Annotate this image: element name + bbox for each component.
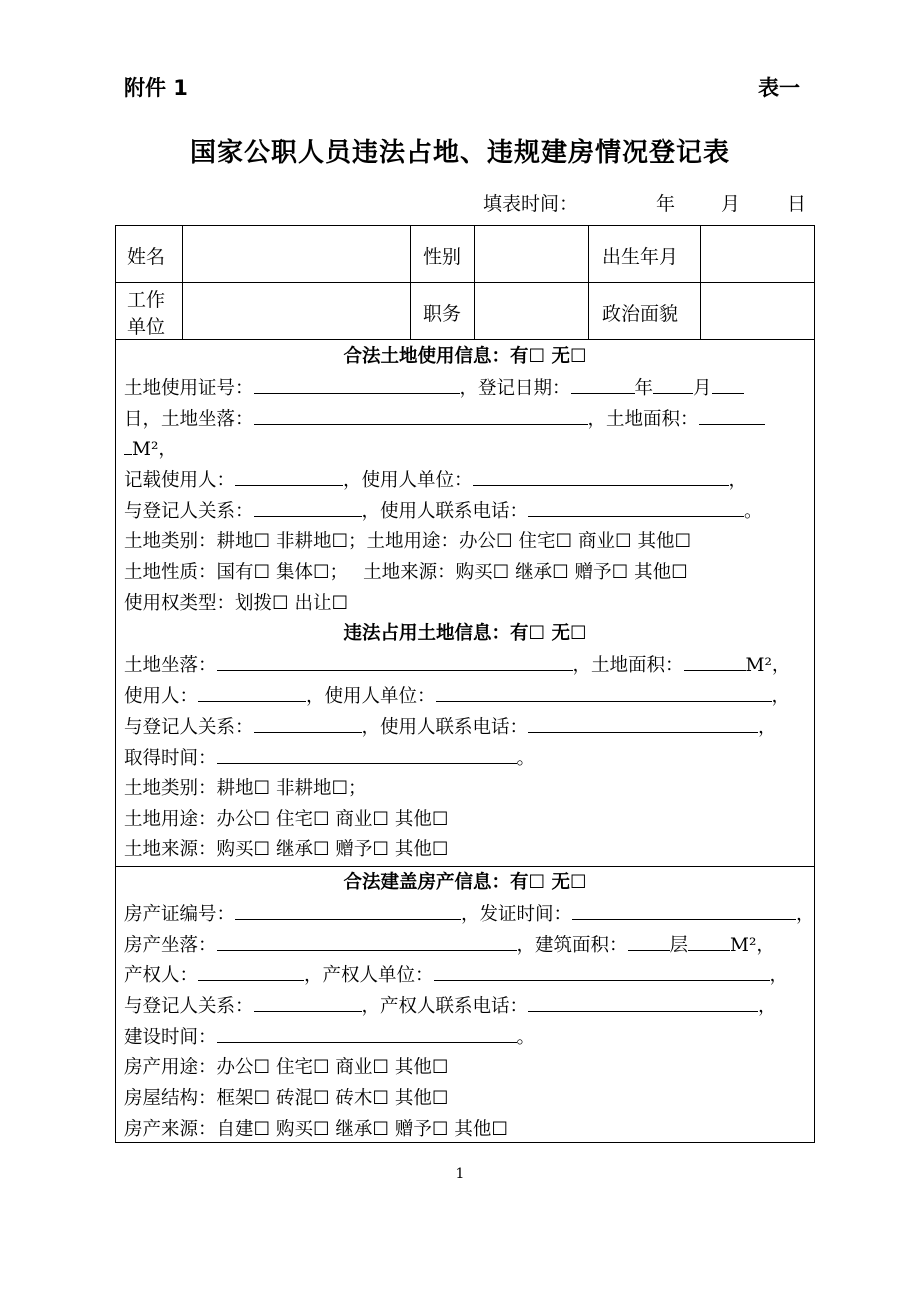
attachment-label: 附件 1 [124, 76, 188, 100]
name-field[interactable] [185, 228, 407, 280]
comma: ， [758, 996, 777, 1017]
register-month-field[interactable] [653, 376, 693, 394]
illegal-land-use-line[interactable]: 土地用途：办公☐ 住宅☐ 商业☐ 其他☐ [124, 809, 449, 830]
issue-time-field[interactable] [572, 902, 796, 920]
position-field[interactable] [477, 285, 585, 337]
fill-time-label: 填表时间： [483, 193, 579, 215]
gender-label: 性别 [423, 246, 462, 268]
land-cert-field[interactable] [254, 376, 460, 394]
illegal-land-line-1 [124, 653, 790, 678]
acquire-time-field[interactable] [217, 746, 517, 764]
row-divider [115, 339, 815, 340]
comma: ， [728, 470, 748, 491]
user-phone-label: ，使用人联系电话： [361, 717, 529, 738]
legal-land-line-2 [124, 407, 765, 432]
area-unit: M²， [730, 935, 775, 956]
area-unit: M²， [132, 439, 177, 460]
work-unit-label-2: 单位 [127, 316, 166, 338]
legal-land-line-3 [124, 437, 177, 462]
user-unit-label: ，使用人单位： [306, 686, 436, 707]
col-divider [474, 225, 475, 339]
floors-field[interactable] [628, 933, 670, 951]
land-cert-label: 土地使用证号： [124, 378, 254, 399]
house-location-field[interactable] [217, 933, 517, 951]
land-area-field[interactable] [684, 653, 746, 671]
user-unit-field[interactable] [436, 684, 772, 702]
relation-field[interactable] [254, 994, 362, 1012]
position-label: 职务 [423, 303, 462, 325]
table-number: 表一 [758, 76, 800, 100]
political-label: 政治面貌 [602, 303, 679, 325]
comma: ， [771, 686, 791, 707]
period: 。 [516, 748, 536, 769]
recorded-user-label: 记载使用人： [124, 470, 236, 491]
illegal-land-line-2 [124, 684, 790, 709]
comma: ， [796, 904, 815, 925]
year-unit: 年 [634, 378, 654, 399]
build-time-label: 建设时间： [124, 1027, 217, 1048]
land-location-field[interactable] [254, 407, 588, 425]
relation-field[interactable] [254, 715, 362, 733]
work-unit-label-1: 工作 [127, 289, 166, 311]
relation-field[interactable] [254, 499, 362, 517]
floor-unit: 层 [669, 935, 689, 956]
build-area-field[interactable] [688, 933, 730, 951]
page-number: 1 [455, 1166, 465, 1182]
row-divider [115, 282, 815, 283]
col-divider [588, 225, 589, 339]
user-label: 使用人： [124, 686, 199, 707]
house-structure-line[interactable]: 房屋结构：框架☐ 砖混☐ 砖木☐ 其他☐ [124, 1088, 449, 1109]
comma: ， [758, 717, 777, 738]
register-day-field[interactable] [712, 376, 744, 394]
land-area-label: ，土地面积： [587, 409, 699, 430]
work-unit-field[interactable] [185, 285, 407, 337]
house-cert-label: 房产证编号： [124, 904, 236, 925]
owner-phone-field[interactable] [528, 994, 758, 1012]
land-location-field[interactable] [217, 653, 573, 671]
col-divider [182, 225, 183, 339]
illegal-land-line-3 [124, 715, 777, 740]
gender-field[interactable] [477, 228, 585, 280]
relation-label: 与登记人关系： [124, 996, 254, 1017]
build-area-label: ，建筑面积： [516, 935, 628, 956]
build-time-field[interactable] [217, 1025, 517, 1043]
fill-month-label: 月 [721, 193, 741, 215]
owner-field[interactable] [198, 963, 304, 981]
illegal-land-line-4 [124, 746, 535, 771]
month-unit: 月 [693, 378, 712, 399]
birth-field[interactable] [703, 228, 811, 280]
user-phone-label: ，使用人联系电话： [361, 501, 529, 522]
owner-phone-label: ，产权人联系电话： [361, 996, 529, 1017]
owner-label: 产权人： [124, 965, 199, 986]
illegal-land-heading: 违法占用土地信息：有☐ 无☐ [343, 623, 587, 644]
area-unit: M²， [745, 655, 791, 676]
col-divider [410, 225, 411, 339]
legal-house-heading: 合法建盖房产信息：有☐ 无☐ [343, 872, 587, 893]
land-location-label: 日，土地坐落： [124, 409, 254, 430]
house-use-line[interactable]: 房产用途：办公☐ 住宅☐ 商业☐ 其他☐ [124, 1057, 449, 1078]
user-field[interactable] [198, 684, 306, 702]
period: 。 [516, 1027, 536, 1048]
owner-unit-field[interactable] [434, 963, 770, 981]
land-category-line[interactable]: 土地类别：耕地☐ 非耕地☐；土地用途：办公☐ 住宅☐ 商业☐ 其他☐ [124, 531, 692, 552]
user-phone-field[interactable] [528, 499, 744, 517]
birth-label: 出生年月 [602, 246, 679, 268]
land-nature-line[interactable]: 土地性质：国有☐ 集体☐； 土地来源：购买☐ 继承☐ 赠予☐ 其他☐ [124, 562, 688, 583]
legal-house-line-3 [124, 963, 788, 988]
user-unit-field[interactable] [473, 468, 729, 486]
user-unit-label: ，使用人单位： [343, 470, 473, 491]
page-title: 国家公职人员违法占地、违规建房情况登记表 [189, 138, 730, 168]
legal-house-line-4 [124, 994, 777, 1019]
issue-time-label: ，发证时间： [461, 904, 573, 925]
house-source-line[interactable]: 房产来源：自建☐ 购买☐ 继承☐ 赠予☐ 其他☐ [124, 1119, 508, 1140]
acquire-time-label: 取得时间： [124, 748, 217, 769]
legal-house-line-2 [124, 933, 775, 958]
house-location-label: 房产坐落： [124, 935, 217, 956]
row-divider [115, 866, 815, 867]
illegal-land-source-line[interactable]: 土地来源：购买☐ 继承☐ 赠予☐ 其他☐ [124, 839, 449, 860]
legal-land-line-5 [124, 499, 763, 524]
land-area-label: ，土地面积： [572, 655, 684, 676]
legal-house-line-5 [124, 1025, 535, 1050]
period: 。 [744, 501, 763, 522]
recorded-user-field[interactable] [235, 468, 343, 486]
land-area-field[interactable] [699, 407, 765, 425]
register-date-label: ，登记日期： [459, 378, 571, 399]
col-divider [700, 225, 701, 339]
legal-land-line-4 [124, 468, 747, 493]
fill-year-label: 年 [656, 193, 676, 215]
legal-land-heading: 合法土地使用信息：有☐ 无☐ [343, 346, 587, 367]
comma: ， [769, 965, 789, 986]
name-label: 姓名 [127, 246, 166, 268]
political-field[interactable] [703, 285, 811, 337]
user-phone-field[interactable] [528, 715, 758, 733]
land-location-label: 土地坐落： [124, 655, 217, 676]
legal-house-line-1 [124, 902, 815, 927]
land-area-field-cont[interactable] [124, 437, 132, 455]
illegal-land-category-line[interactable]: 土地类别：耕地☐ 非耕地☐； [124, 778, 367, 799]
house-cert-field[interactable] [235, 902, 461, 920]
fill-day-label: 日 [787, 193, 807, 215]
use-right-type-line[interactable]: 使用权类型：划拨☐ 出让☐ [124, 593, 349, 614]
relation-label: 与登记人关系： [124, 501, 254, 522]
legal-land-line-1 [124, 376, 744, 401]
register-year-field[interactable] [571, 376, 635, 394]
relation-label: 与登记人关系： [124, 717, 254, 738]
owner-unit-label: ，产权人单位： [304, 965, 434, 986]
